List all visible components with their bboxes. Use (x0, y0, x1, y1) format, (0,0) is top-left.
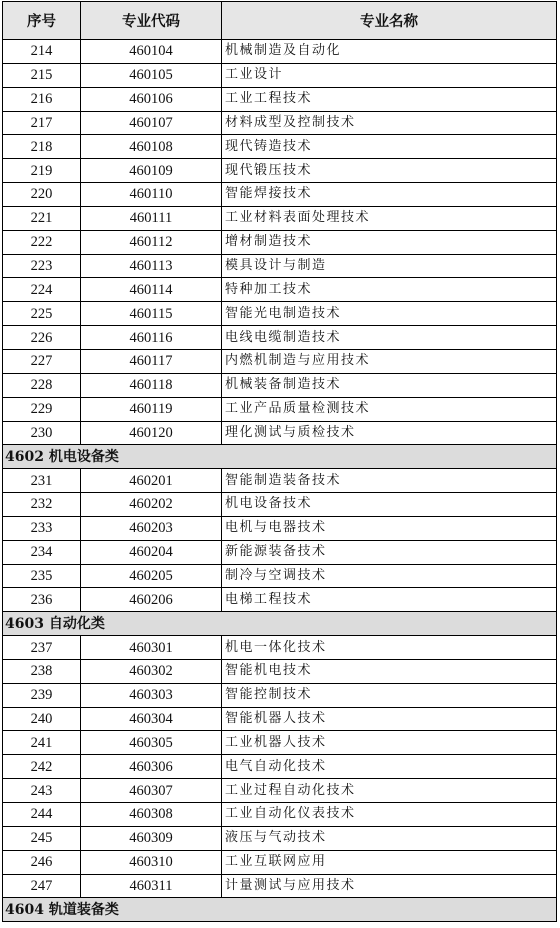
table-row (3, 493, 557, 517)
row-code: 460118 (81, 373, 222, 397)
row-code: 460109 (81, 159, 222, 183)
table-row (3, 349, 557, 373)
row-seq: 223 (3, 254, 81, 278)
table-row (3, 803, 557, 827)
table-row (3, 111, 557, 135)
major-catalog-table (2, 1, 557, 922)
row-name: 特种加工技术 (222, 278, 557, 302)
row-name: 工业自动化仪表技术 (222, 803, 557, 827)
table-row (3, 326, 557, 350)
table-row (3, 183, 557, 207)
row-name: 智能光电制造技术 (222, 302, 557, 326)
row-name: 机电设备技术 (222, 493, 557, 517)
row-code: 460206 (81, 588, 222, 612)
row-name: 工业互联网应用 (222, 850, 557, 874)
row-code: 460202 (81, 493, 222, 517)
row-code: 460201 (81, 469, 222, 493)
row-code: 460117 (81, 349, 222, 373)
row-name: 机械制造及自动化 (222, 40, 557, 64)
row-name: 工业机器人技术 (222, 731, 557, 755)
row-code: 460306 (81, 755, 222, 779)
row-code: 460302 (81, 659, 222, 683)
row-name: 机械装备制造技术 (222, 373, 557, 397)
row-name: 智能焊接技术 (222, 183, 557, 207)
row-code: 460120 (81, 421, 222, 445)
row-seq: 235 (3, 564, 81, 588)
table-row (3, 731, 557, 755)
row-seq: 225 (3, 302, 81, 326)
table-row (3, 421, 557, 445)
row-name: 模具设计与制造 (222, 254, 557, 278)
category-row (3, 612, 557, 636)
table-header (3, 2, 557, 40)
row-code: 460205 (81, 564, 222, 588)
table-row (3, 636, 557, 660)
row-name: 工业产品质量检测技术 (222, 397, 557, 421)
row-seq: 241 (3, 731, 81, 755)
row-code: 460203 (81, 516, 222, 540)
row-name: 制冷与空调技术 (222, 564, 557, 588)
row-seq: 214 (3, 40, 81, 64)
header-code: 专业代码 (81, 2, 222, 40)
table-row (3, 63, 557, 87)
row-seq: 224 (3, 278, 81, 302)
row-code: 460106 (81, 87, 222, 111)
row-name: 智能机电技术 (222, 659, 557, 683)
table-row (3, 278, 557, 302)
row-name: 现代铸造技术 (222, 135, 557, 159)
category-label: 4604 轨道装备类 (3, 898, 557, 922)
table-row (3, 564, 557, 588)
row-code: 460116 (81, 326, 222, 350)
row-code: 460311 (81, 874, 222, 898)
table-row (3, 826, 557, 850)
row-seq: 221 (3, 206, 81, 230)
row-seq: 243 (3, 779, 81, 803)
row-seq: 215 (3, 63, 81, 87)
row-name: 增材制造技术 (222, 230, 557, 254)
row-seq: 227 (3, 349, 81, 373)
row-seq: 239 (3, 683, 81, 707)
row-code: 460114 (81, 278, 222, 302)
table-row (3, 850, 557, 874)
table-row (3, 659, 557, 683)
row-name: 理化测试与质检技术 (222, 421, 557, 445)
row-code: 460307 (81, 779, 222, 803)
table-body (3, 40, 557, 922)
table-row (3, 206, 557, 230)
row-name: 现代锻压技术 (222, 159, 557, 183)
row-name: 新能源装备技术 (222, 540, 557, 564)
row-seq: 231 (3, 469, 81, 493)
category-row (3, 445, 557, 469)
table-row (3, 373, 557, 397)
row-code: 460110 (81, 183, 222, 207)
table-row (3, 779, 557, 803)
table-row (3, 40, 557, 64)
row-name: 智能制造装备技术 (222, 469, 557, 493)
row-seq: 230 (3, 421, 81, 445)
header-name: 专业名称 (222, 2, 557, 40)
row-name: 材料成型及控制技术 (222, 111, 557, 135)
table-row (3, 874, 557, 898)
table-row (3, 707, 557, 731)
row-name: 电气自动化技术 (222, 755, 557, 779)
table-row (3, 230, 557, 254)
row-name: 计量测试与应用技术 (222, 874, 557, 898)
row-seq: 244 (3, 803, 81, 827)
row-seq: 220 (3, 183, 81, 207)
row-name: 智能机器人技术 (222, 707, 557, 731)
row-name: 工业设计 (222, 63, 557, 87)
table-row (3, 397, 557, 421)
row-name: 内燃机制造与应用技术 (222, 349, 557, 373)
row-seq: 247 (3, 874, 81, 898)
row-seq: 218 (3, 135, 81, 159)
row-seq: 222 (3, 230, 81, 254)
table-row (3, 135, 557, 159)
row-code: 460304 (81, 707, 222, 731)
row-seq: 246 (3, 850, 81, 874)
table-row (3, 755, 557, 779)
table-row (3, 159, 557, 183)
table-row (3, 302, 557, 326)
row-code: 460119 (81, 397, 222, 421)
row-seq: 236 (3, 588, 81, 612)
row-name: 电机与电器技术 (222, 516, 557, 540)
row-name: 电线电缆制造技术 (222, 326, 557, 350)
row-seq: 232 (3, 493, 81, 517)
row-code: 460309 (81, 826, 222, 850)
table-row (3, 254, 557, 278)
row-seq: 226 (3, 326, 81, 350)
table-row (3, 683, 557, 707)
row-name: 电梯工程技术 (222, 588, 557, 612)
row-name: 机电一体化技术 (222, 636, 557, 660)
row-name: 工业过程自动化技术 (222, 779, 557, 803)
table-row (3, 516, 557, 540)
row-code: 460104 (81, 40, 222, 64)
row-seq: 234 (3, 540, 81, 564)
table-row (3, 588, 557, 612)
header-seq: 序号 (3, 2, 81, 40)
row-code: 460115 (81, 302, 222, 326)
category-label: 4603 自动化类 (3, 612, 557, 636)
row-code: 460113 (81, 254, 222, 278)
row-code: 460301 (81, 636, 222, 660)
row-seq: 237 (3, 636, 81, 660)
row-code: 460105 (81, 63, 222, 87)
row-code: 460310 (81, 850, 222, 874)
row-seq: 233 (3, 516, 81, 540)
row-seq: 238 (3, 659, 81, 683)
row-name: 工业工程技术 (222, 87, 557, 111)
table-row (3, 87, 557, 111)
row-seq: 240 (3, 707, 81, 731)
row-name: 智能控制技术 (222, 683, 557, 707)
row-seq: 229 (3, 397, 81, 421)
row-code: 460112 (81, 230, 222, 254)
row-seq: 217 (3, 111, 81, 135)
row-seq: 219 (3, 159, 81, 183)
row-name: 工业材料表面处理技术 (222, 206, 557, 230)
category-label: 4602 机电设备类 (3, 445, 557, 469)
row-seq: 216 (3, 87, 81, 111)
table-row (3, 469, 557, 493)
row-seq: 228 (3, 373, 81, 397)
row-code: 460308 (81, 803, 222, 827)
row-code: 460204 (81, 540, 222, 564)
row-seq: 245 (3, 826, 81, 850)
row-code: 460108 (81, 135, 222, 159)
row-code: 460303 (81, 683, 222, 707)
header-row (3, 2, 557, 40)
row-code: 460111 (81, 206, 222, 230)
row-name: 液压与气动技术 (222, 826, 557, 850)
row-seq: 242 (3, 755, 81, 779)
category-row (3, 898, 557, 922)
table-row (3, 540, 557, 564)
row-code: 460107 (81, 111, 222, 135)
row-code: 460305 (81, 731, 222, 755)
